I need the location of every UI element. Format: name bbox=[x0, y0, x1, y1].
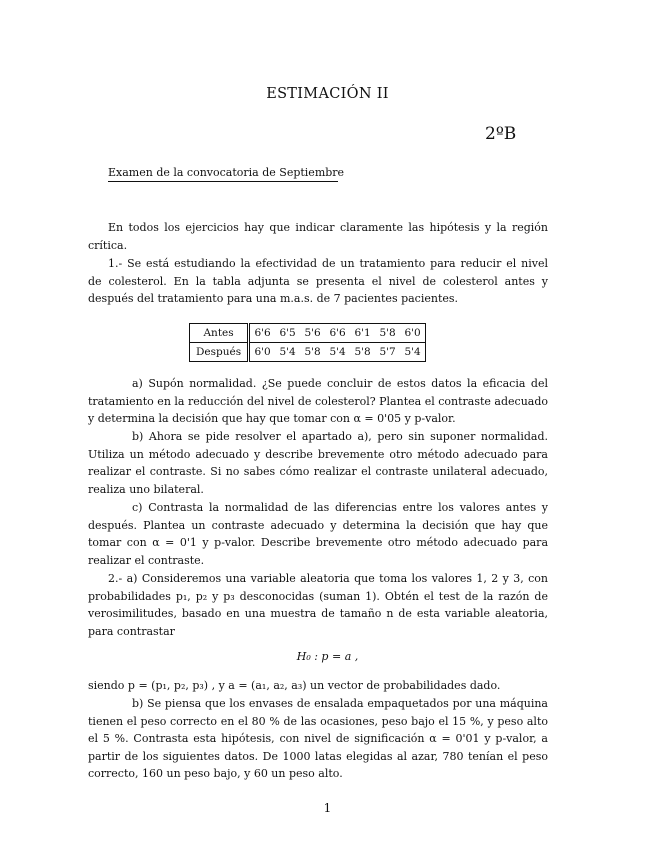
table-row-label: Antes bbox=[190, 324, 249, 343]
question-1-part-b: b) Ahora se pide resolver el apartado a), pero sin suponer normalidad. Utiliza un método adecuado y describe brevemente otro método adecuado para realizar el contraste. Si no sabes cómo realizar el contraste unilateral adecuado, realiza uno bilateral. bbox=[88, 430, 548, 496]
question-2-part-a: 2.- a) Consideremos una variable aleatoria que toma los valores 1, 2 y 3, con probabilidades p₁, p₂ y p₃ desconocidas (suman 1). Obtén el test de la razón de verosimilitudes, basado en una muestra de tamaño n de esta variable aleatoria, para contrastar bbox=[88, 572, 548, 638]
table-cell: 6'6 bbox=[249, 324, 276, 343]
table-cell: 5'4 bbox=[275, 343, 300, 362]
table-row-label: Después bbox=[190, 343, 249, 362]
table-cell: 5'6 bbox=[300, 324, 325, 343]
exam-heading-underline bbox=[108, 181, 338, 182]
table-row bbox=[190, 324, 426, 343]
table-cell: 5'8 bbox=[350, 343, 375, 362]
table-cell: 6'5 bbox=[275, 324, 300, 343]
table-cell: 6'6 bbox=[325, 324, 350, 343]
table-cell: 5'4 bbox=[400, 343, 426, 362]
hypothesis-formula: H₀ : p = a , bbox=[296, 650, 359, 663]
table-cell: 5'8 bbox=[375, 324, 400, 343]
table-cell: 6'1 bbox=[350, 324, 375, 343]
question-1-part-c: c) Contrasta la normalidad de las diferencias entre los valores antes y después. Plantea un contraste adecuado y determina la decisión que hay que tomar con α = 0'1 y p-valor. Describe brevemente otro método adecuado para realizar el contraste. bbox=[88, 501, 548, 567]
instructions-paragraph: En todos los ejercicios hay que indicar claramente las hipótesis y la región crítica. bbox=[88, 221, 548, 252]
table-cell: 5'7 bbox=[375, 343, 400, 362]
cholesterol-table bbox=[189, 323, 426, 362]
table-cell: 6'0 bbox=[249, 343, 276, 362]
exam-heading: Examen de la convocatoria de Septiembre bbox=[108, 166, 345, 179]
document-title: ESTIMACIÓN II bbox=[266, 86, 389, 102]
question-1-part-a: a) Supón normalidad. ¿Se puede concluir de estos datos la eficacia del tratamiento en la reducción del nivel de colesterol? Plantea el contraste adecuado y determina la decisión que hay que tomar con α = 0'05 y p-valor. bbox=[88, 377, 548, 426]
course-label: 2ºB bbox=[485, 124, 517, 144]
vector-definition: siendo p = (p₁, p₂, p₃) , y a = (a₁, a₂, a₃) un vector de probabilidades dado. bbox=[88, 679, 501, 692]
table-cell: 5'8 bbox=[300, 343, 325, 362]
question-2-part-b: b) Se piensa que los envases de ensalada empaquetados por una máquina tienen el peso correcto en el 80 % de las ocasiones, peso bajo el 15 %, y peso alto el 5 %. Contrasta esta hipótesis, con nivel de significación α = 0'01 y p-valor, a partir de los siguientes datos. De 1000 latas elegidas al azar, 780 tenían el peso correcto, 160 un peso bajo, y 60 un peso alto. bbox=[88, 697, 548, 781]
question-1-statement: 1.- Se está estudiando la efectividad de un tratamiento para reducir el nivel de colesterol. En la tabla adjunta se presenta el nivel de colesterol antes y después del tratamiento para una m.a.s. de 7 pacientes pacientes. bbox=[88, 257, 548, 306]
table-cell: 6'0 bbox=[400, 324, 426, 343]
table-row bbox=[190, 343, 426, 362]
page-number: 1 bbox=[323, 801, 332, 815]
table-cell: 5'4 bbox=[325, 343, 350, 362]
